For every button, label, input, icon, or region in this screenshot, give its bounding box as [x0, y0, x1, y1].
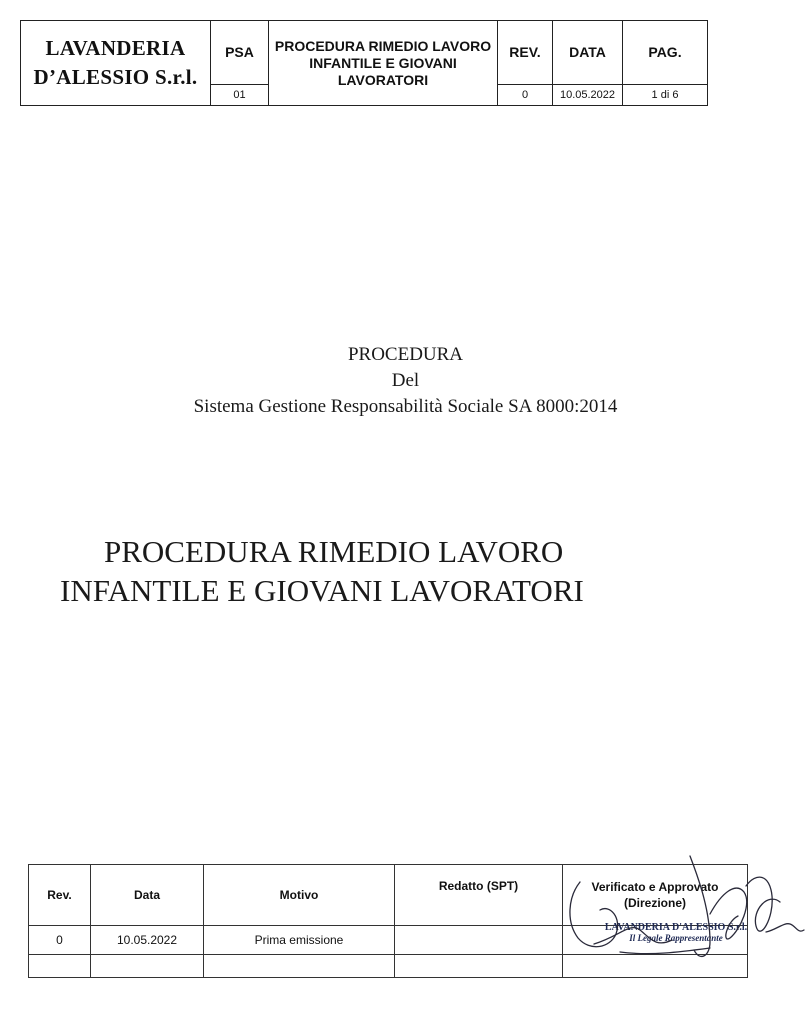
row2-redatto [395, 955, 563, 978]
row1-data: 10.05.2022 [91, 926, 204, 955]
col-header-redatto: Redatto (SPT) [395, 865, 563, 926]
col-header-verificato-line1: Verificato e Approvato [591, 880, 719, 894]
intro-line1: PROCEDURA [347, 344, 464, 365]
company-stamp [596, 922, 756, 944]
rev-label: REV. [498, 21, 553, 85]
company-name [21, 21, 211, 106]
col-header-rev: Rev. [29, 865, 91, 926]
col-header-verificato-line2: (Direzione) [623, 896, 686, 910]
date-label: DATA [553, 21, 623, 85]
table-row [29, 955, 748, 978]
row2-verificato [563, 955, 748, 978]
intro-line3: Sistema Gestione Responsabilità Sociale SA 8000:2014 [193, 396, 618, 417]
revision-table [28, 864, 748, 978]
date-value: 10.05.2022 [553, 84, 623, 105]
main-title-line2: INFANTILE E GIOVANI LAVORATORI [60, 573, 584, 608]
stamp-line1: LAVANDERIA D'ALESSIO S.r.l. [604, 922, 748, 933]
row2-rev [29, 955, 91, 978]
procedure-title-cell [269, 21, 498, 106]
main-title-line1: PROCEDURA RIMEDIO LAVORO [104, 534, 564, 569]
code-value: 01 [211, 84, 269, 105]
procedure-title-line3: LAVORATORI [337, 71, 429, 88]
row1-redatto [395, 926, 563, 955]
company-name-line1: LAVANDERIA [45, 36, 186, 60]
row2-motivo [204, 955, 395, 978]
stamp-line2: Il Legale Rappresentante [629, 933, 723, 943]
row2-data [91, 955, 204, 978]
page-label: PAG. [623, 21, 708, 85]
company-name-line2: D’ALESSIO S.r.l. [33, 65, 198, 89]
document-header-table [20, 20, 708, 106]
procedure-title-line2: INFANTILE E GIOVANI [309, 54, 457, 71]
page-value: 1 di 6 [623, 84, 708, 105]
rev-value: 0 [498, 84, 553, 105]
main-title [0, 532, 811, 610]
intro-line2: Del [391, 370, 420, 391]
row1-rev: 0 [29, 926, 91, 955]
intro-block [0, 342, 811, 420]
col-header-verificato [563, 865, 748, 926]
procedure-title-line1: PROCEDURA RIMEDIO LAVORO [274, 37, 492, 54]
col-header-motivo: Motivo [204, 865, 395, 926]
code-label: PSA [211, 21, 269, 85]
row1-motivo: Prima emissione [204, 926, 395, 955]
col-header-data: Data [91, 865, 204, 926]
revision-table-header-row [29, 865, 748, 926]
